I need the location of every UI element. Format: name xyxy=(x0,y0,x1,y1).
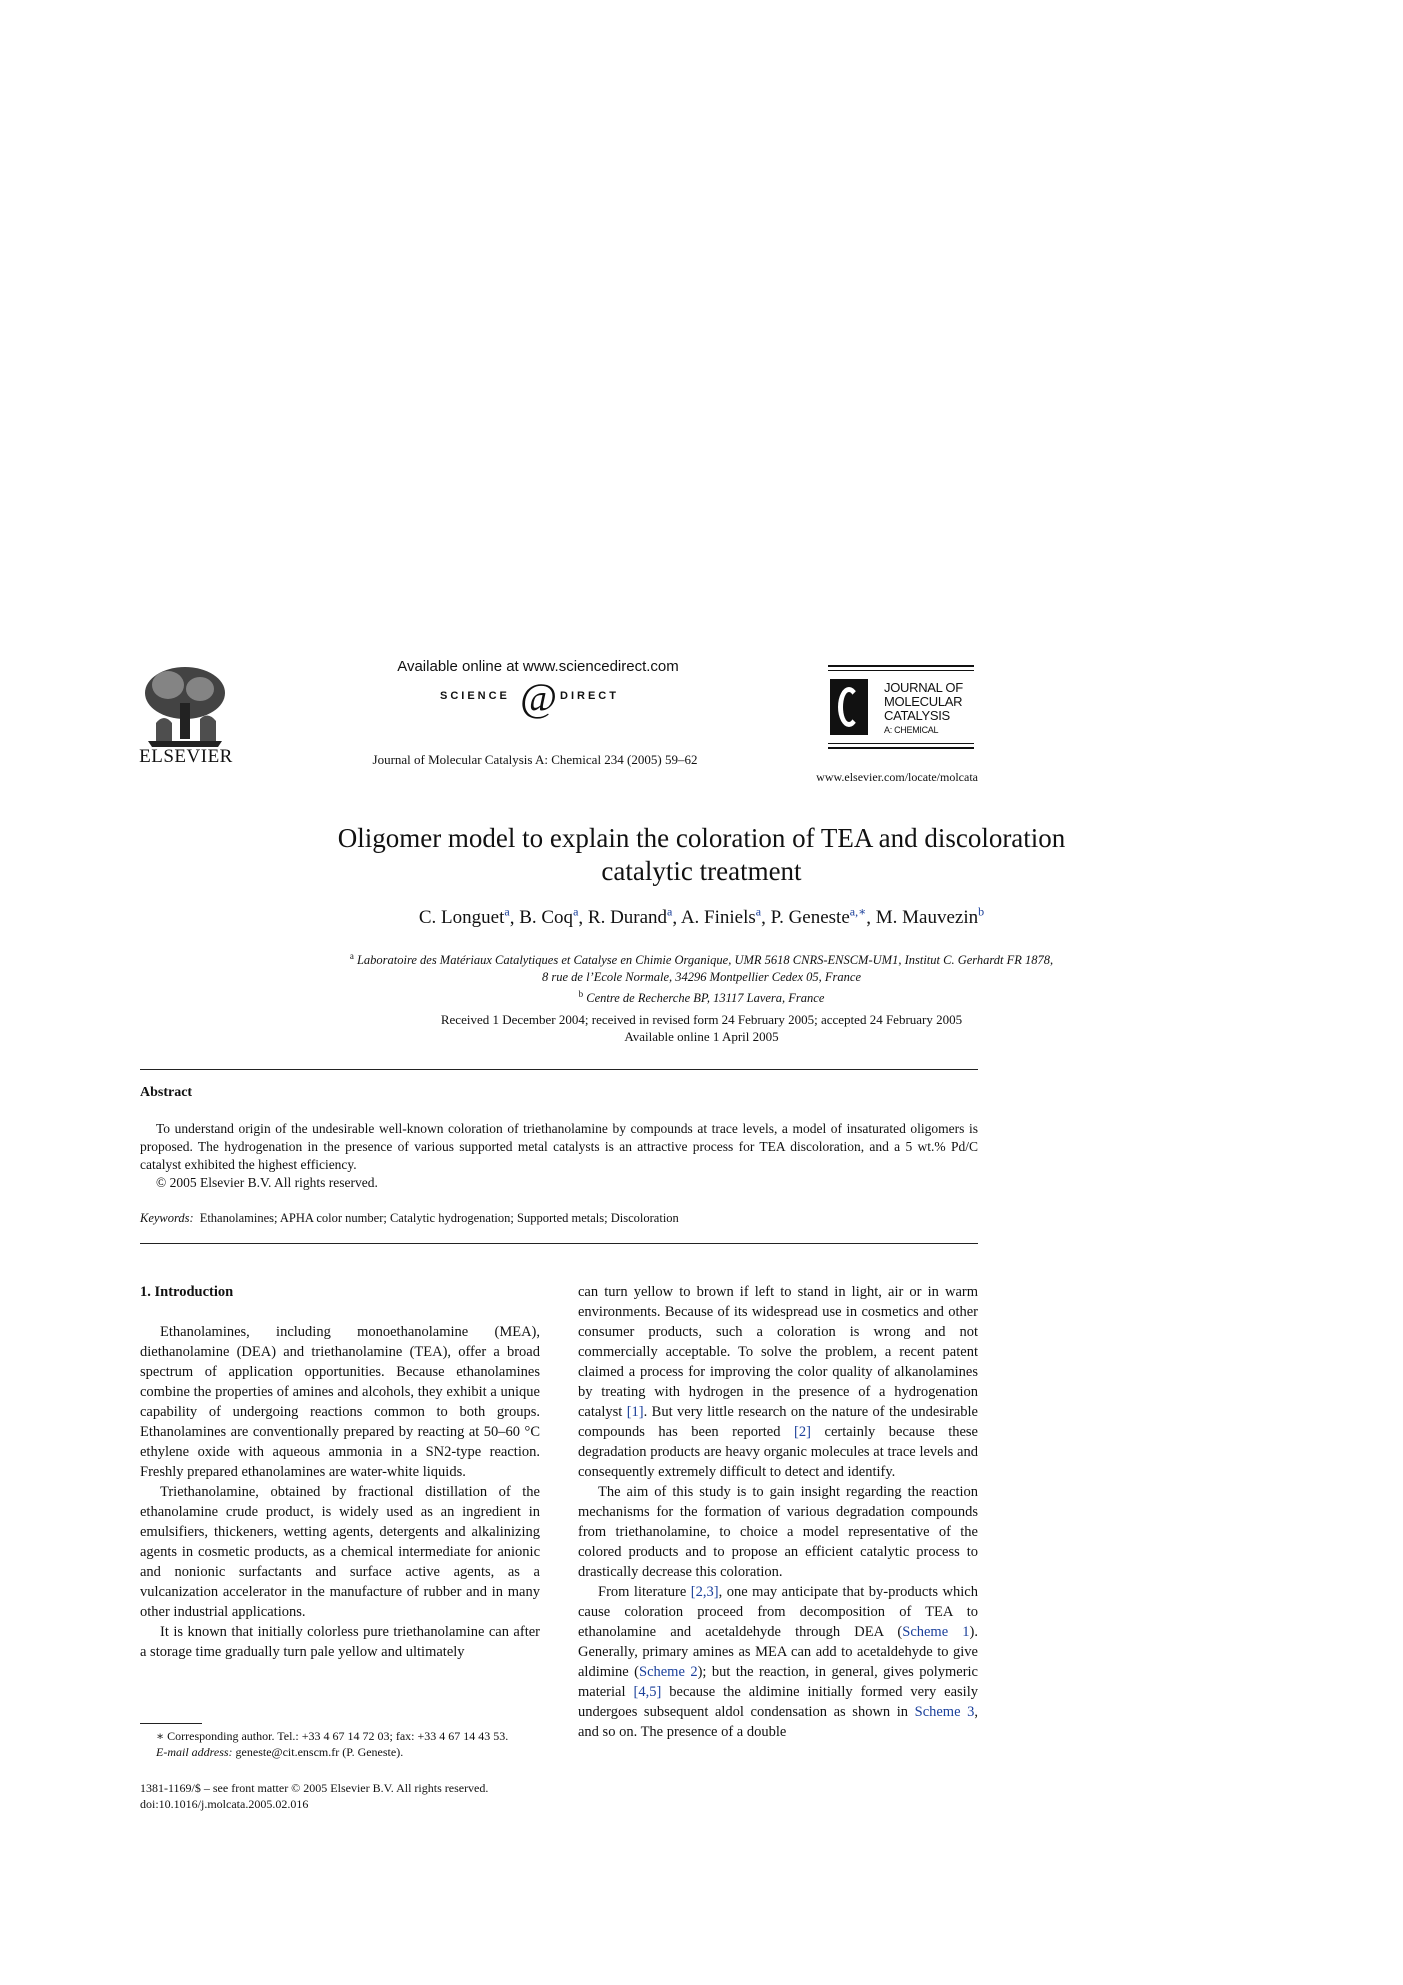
author[interactable]: P. Geneste$^{a,∗}$ xyxy=(770,905,867,929)
affiliation-a: $^a$ Laboratoire des Matériaux Catalytiques et Catalyse en Chimie Organique, UMR 5618 CNRS-ENSCM-UM1, Institut C. Gerhardt FR 1878, xyxy=(349,951,1054,968)
paragraph: Triethanolamine, obtained by fractional distillation of the ethanolamine crude product, is widely used as an ingredient in emulsifiers, thickeners, wetting agents, detergents and alkalinizing agents in cosmetic products, as a chemical intermediate for anionic and nonionic surfactants and surface active agents, as a vulcanization accelerator in the manufacture of rubber and in many other industrial applications. xyxy=(140,1484,540,1620)
corresponding-author-note: ∗ Corresponding author. Tel.: +33 4 67 14 72 03; fax: +33 4 67 14 43 53. xyxy=(156,1729,509,1743)
paragraph: The aim of this study is to gain insight regarding the reaction mechanisms for the formation of various degradation compounds from triethanolamine, to choice a model representative of the colored products and to propose an efficient catalytic process to drastically decrease this coloration. xyxy=(578,1484,978,1580)
divider xyxy=(140,1243,978,1244)
affiliations xyxy=(150,948,1253,1007)
author[interactable]: R. Durand$^a$ xyxy=(587,905,673,929)
available-date: Available online 1 April 2005 xyxy=(624,1029,779,1044)
journal-logo-line1: JOURNAL OF xyxy=(884,680,963,695)
doi[interactable]: doi:10.1016/j.molcata.2005.02.016 xyxy=(140,1797,309,1811)
author[interactable]: B. Coq$^a$ xyxy=(519,905,579,929)
front-matter-line: 1381-1169/$ – see front matter © 2005 Elsevier B.V. All rights reserved. xyxy=(140,1781,489,1795)
author[interactable]: M. Mauvezin$^b$ xyxy=(875,905,985,929)
author-list: C. Longuet$^a$, B. Coq$^a$, R. Durand$^a$, A. Finiels$^a$, P. Geneste$^{a,∗}$, M. Mauvezin$^b$ xyxy=(418,905,985,929)
paragraph: Ethanolamines, including monoethanolamine (MEA), diethanolamine (DEA) and triethanolamine (TEA), offer a broad spectrum of application opportunities. Because ethanolamines combine the properties of amines and alcohols, they exhibit a unique capability of undergoing reactions common to both groups. Ethanolamines are conventionally prepared by reacting at 50–60 °C ethylene oxide with aqueous ammonia in a SN2-type reaction. Freshly prepared ethanolamines are water-white liquids. xyxy=(140,1324,540,1480)
abstract-body: To understand origin of the undesirable well-known coloration of triethanolamine by compounds at trace levels, a model of insaturated oligomers is proposed. The hydrogenation in the presence of various supported metal catalysts is an attractive process for TEA discoloration, and a 5 wt.% Pd/C catalyst exhibited the highest efficiency. xyxy=(140,1121,978,1172)
affiliation-a-address: 8 rue de l’Ecole Normale, 34296 Montpellier Cedex 05, France xyxy=(541,970,862,985)
journal-logo-line2: MOLECULAR xyxy=(884,694,963,709)
received-dates: Received 1 December 2004; received in revised form 24 February 2005; accepted 24 February 2005 xyxy=(440,1012,963,1027)
journal-url[interactable]: www.elsevier.com/locate/molcata xyxy=(816,770,978,784)
email-link[interactable]: geneste@cit.enscm.fr (P. Geneste). xyxy=(232,1745,404,1759)
keywords xyxy=(140,1211,978,1226)
article-title xyxy=(150,822,1253,888)
sd-right-word: DIRECT xyxy=(560,690,619,702)
affiliation-b: $^b$ Centre de Recherche BP, 13117 Lavera, France xyxy=(578,989,825,1006)
right-column xyxy=(578,1282,978,1742)
author[interactable]: A. Finiels$^a$ xyxy=(680,905,762,929)
keywords-list: Ethanolamines; APHA color number; Catalytic hydrogenation; Supported metals; Discoloration xyxy=(199,1211,679,1225)
journal-citation: Journal of Molecular Catalysis A: Chemical 234 (2005) 59–62 xyxy=(372,752,698,767)
abstract xyxy=(140,1120,978,1192)
email-note: E-mail address: geneste@cit.enscm.fr (P. Geneste). xyxy=(156,1745,404,1759)
paragraph: From literature [2,3], one may anticipate that by-products which cause coloration proceed from decomposition of TEA to ethanolamine and acetaldehyde through DEA (Scheme 1). Generally, primary amines as MEA can add to acetaldehyde to give aldimine (Scheme 2); but the reaction, in general, gives polymeric material [4,5] because the aldimine initially formed very easily undergoes subsequent aldol condensation as shown in Scheme 3, and so on. The presence of a double xyxy=(578,1584,978,1740)
journal-logo xyxy=(828,665,974,749)
journal-logo-line3: CATALYSIS xyxy=(884,708,950,723)
scheme-link[interactable]: Scheme 1 xyxy=(902,1624,970,1640)
author[interactable]: C. Longuet$^a$ xyxy=(418,905,510,929)
footnote-divider xyxy=(140,1723,202,1724)
abstract-heading: Abstract xyxy=(140,1085,193,1100)
reference-link[interactable]: [2] xyxy=(794,1424,811,1440)
available-online-text[interactable]: Available online at www.sciencedirect.com xyxy=(397,658,679,675)
reference-link[interactable]: [2,3] xyxy=(690,1584,719,1600)
abstract-copyright: © 2005 Elsevier B.V. All rights reserved. xyxy=(156,1175,378,1190)
footnotes xyxy=(140,1728,540,1760)
front-matter xyxy=(140,1780,560,1812)
paragraph: can turn yellow to brown if left to stand in light, air or in warm environments. Because of its widespread use in cosmetics and other consumer products, such a coloration is wrong and not commercially acceptable. To solve the problem, a recent patent claimed a process for improving the color quality of alkanolamines by treating with hydrogen in the presence of a hydrogenation catalyst [1]. But very little research on the nature of the undesirable compounds has been reported [2] certainly because these degradation products are heavy organic molecules at trace levels and consequently extremely difficult to detect and identify. xyxy=(578,1284,978,1480)
sd-left-word: SCIENCE xyxy=(440,690,510,702)
title-line-2: catalytic treatment xyxy=(601,856,802,886)
keywords-label: Keywords: xyxy=(140,1211,194,1225)
scheme-link[interactable]: Scheme 3 xyxy=(914,1704,975,1720)
left-column xyxy=(140,1282,540,1662)
article-dates xyxy=(150,1011,1253,1045)
publisher-name: ELSEVIER xyxy=(139,746,233,767)
paragraph: It is known that initially colorless pure triethanolamine can after a storage time gradually turn pale yellow and ultimately xyxy=(140,1624,540,1660)
reference-link[interactable]: [1] xyxy=(626,1404,644,1420)
title-line-1: Oligomer model to explain the coloration of TEA and discoloration xyxy=(337,823,1066,853)
scheme-link[interactable]: Scheme 2 xyxy=(639,1664,698,1680)
reference-link[interactable]: [4,5] xyxy=(633,1684,662,1700)
journal-logo-line4: A: CHEMICAL xyxy=(884,725,939,735)
journal-c-icon xyxy=(830,679,868,735)
sciencedirect-logo xyxy=(440,675,630,720)
section-heading-introduction: 1. Introduction xyxy=(140,1284,234,1300)
sd-at-icon: @ xyxy=(520,675,557,720)
divider xyxy=(140,1069,978,1070)
